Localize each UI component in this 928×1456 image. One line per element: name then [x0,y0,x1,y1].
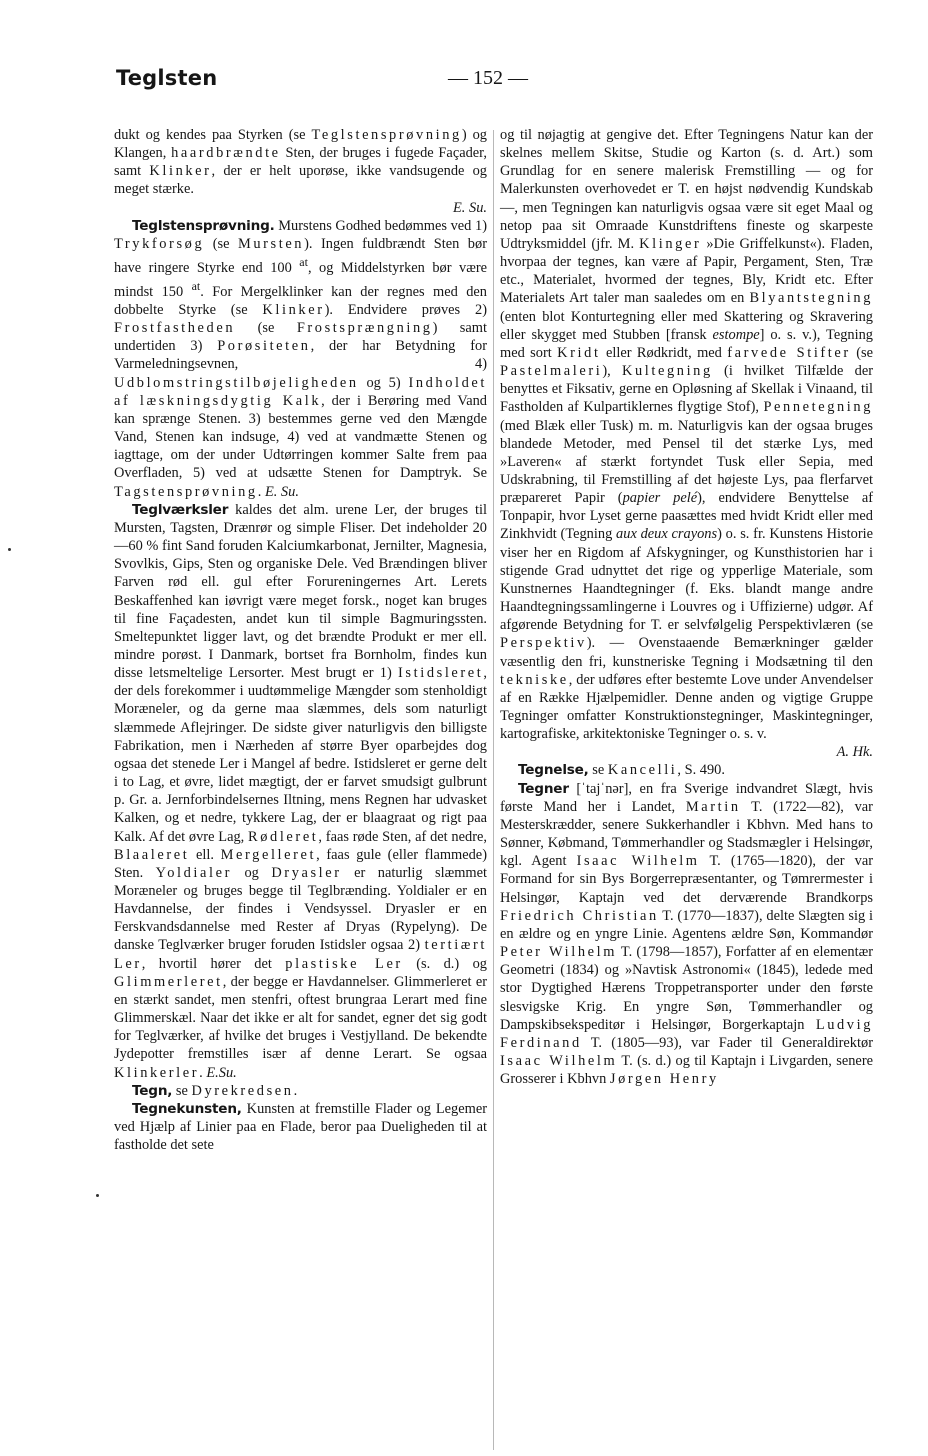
text-run: »Die Griffelkunst«). Fladen, hvorpaa der tegnes, kan være af Papir, Pergament, Sten, Træ etc., Materialet, hvormed der tegnes, Bly, Kridt etc. Efter Materialets Art taler man saaledes om en [500,235,873,307]
cross-reference: Klinger [639,235,702,252]
text-run: [ˈtajˈnər], en fra Sverige indvandret Slægt, hvis første Mand her i Landet, [500,780,873,815]
unit-superscript: at [299,255,308,270]
text-run: Kunsten at fremstille Flader og Legemer ved Hjælp af Linier paa en Flade, beror paa Dueligheden til at fastholde det sete [114,1100,487,1154]
cross-reference: Frostfastheden [114,320,236,337]
text-run: . For Mergelklinker kan der regnes med den dobbelte Styrke (se [114,283,487,318]
cross-reference: Frostsprængning [296,320,433,337]
text-run: (se [204,235,238,252]
cross-reference: Martin [685,798,741,815]
cross-reference: Isaac Wilhelm [500,1052,618,1069]
unit-superscript: at [191,279,201,294]
text-run: , faas gule (eller flammede) Sten. [114,846,487,881]
cross-reference: Blyantstegning [749,290,873,307]
cross-reference: Pennetegning [763,399,873,416]
cross-reference: Dryasler [271,864,342,881]
entry-tegnelse [500,761,873,779]
page-number: — 152 — [448,67,528,89]
text-run: se [172,1082,192,1099]
text-run: . [257,483,262,500]
author-signature: A. Hk. [836,744,873,761]
entry-headword: Tegner [518,780,569,797]
text-run: T. (1722—82), var Mesterskrædder, senere Sukkerhandler i Kbhvn. Med hans to Sønner, Købmand, Tømmerhandler og Stadsmægler i Helsingør, kgl. Agent [500,798,873,870]
scan-speck [8,548,11,551]
cross-reference: Blaaleret [114,846,190,863]
text-run: ) og Klangen, [114,127,488,162]
cross-reference: tertiært Ler [114,937,487,972]
text-run: og [231,864,272,881]
scan-speck [96,1194,99,1197]
text-run: . [199,1064,203,1081]
entry-headword: Teglværksler [132,501,229,518]
right-column [500,126,873,1088]
text-run: (se [235,320,297,337]
left-column [114,126,487,1154]
text-run: , der er helt uporøse, ikke vandsugende og meget stærke. [114,163,488,198]
cross-reference: Trykforsøg [114,235,205,252]
text-run: (s. d.) og [402,955,487,972]
cross-reference: Peter Wilhelm [500,944,618,961]
text-run: kaldes det alm. urene Ler, der bruges til Mursten, Tagsten, Drænrør og simple Fliser. Det indeholder 20—60 % fint Sand foruden Kalciumkarbonat, Jernilter, Magnesia, Svovlkis, Gips, Sten og organiske Dele. Ved Brændingen bliver Farven rød ell. gul efter Forureningernes Art. Lerets Beskaffenhed kan iøvrigt være meget forsk., noget kan bruges til fine Façadesten, andet kun til simple Bagmuringssten. Smeltepunktet ligger lavt, og det brændte Produkt er mer ell. mindre porøst. I Danmark, bortset fra Bornholm, findes kun disse letsmeltelige Lersorter. Mest brugt er 1) [114,501,487,682]
cross-reference: Pastelmaleri [500,363,603,380]
text-run: T. (1798—1857), Forfatter af en elementær Geometri (1834) og »Navtisk Astronomi« (1845), ledede med stor Dygtighed Hærens Troppetransporter under den første slesvigske Krig. En yngre Søn, Tømmerhandler og Dampskibsekspeditør i Helsingør, Borgerkaptajn [500,944,874,1033]
author-signature: E. Su. [453,199,487,216]
text-run: (med Blæk eller Tusk) m. m. Naturligvis kan der ogsaa bruges blandede Metoder, med Pensel til det stærke Lys, med »Laveren« af stærkt fortyndet Tusk eller Sepia, med Udskrabning, til Fremstilling af det højeste Lys, paa flerfarvet præpareret Papir ( [500,417,873,507]
italic-term: aux deux crayons [616,526,718,543]
text-run: ell. [189,846,221,863]
cross-reference: Isaac Wilhelm [576,853,700,870]
cross-reference: Mergelleret [220,846,317,863]
entry-headword: Teglstensprøvning. [132,217,275,234]
text-run: se [588,762,608,779]
cross-reference: haardbrændte [171,145,281,162]
text-run: ). Ingen fuldbrændt Sten bør have ringere Styrke end 100 [114,235,487,276]
cross-reference: Ludvig Ferdinand [500,1016,873,1051]
cross-reference: Klinker [262,302,325,318]
italic-term: papier pelé [622,490,698,507]
cross-reference: Teglstensprøvning [311,127,462,143]
cross-reference: Dyrekredsen [191,1082,294,1099]
text-run: T. (s. d.) og til Kaptajn i Livgarden, senere Grosserer i Kbhvn [500,1052,873,1088]
cross-reference: Rødleret [248,828,319,845]
entry-tegnekunsten-cont [500,126,873,761]
cross-reference: Jørgen Henry [609,1071,719,1088]
text-run: dukt og kendes paa Styrken (se [114,127,312,143]
cross-reference: Yoldialer [155,864,232,881]
text-run: T. (1765—1820), der var Formand for sin Bys Borgerrepræsentanter, og Tømrermester i Helsingør, Kaptajn ved det derværende Brandkorps [500,853,873,906]
cross-reference: Indholdet af læskningsdygtig Kalk [114,374,487,409]
cross-reference: Glimmerleret [114,973,223,990]
text-run: , der dels forekommer i uudtømmelige Mængder som stenholdigt Moræneler, og da gerne maa slæmmes, dels som naturligt slæmmede Aflejringer. De sidste giver naturligvis den billigste Fabrikation, men i Nærheden af større Byer oparbejdes dog ogsaa det stenede Ler i Mangel af bedre. Istidsleret er gerne delt i to Lag, et øvre, lidet mægtigt, der er farvet smudsigt gulbrunt p. Gr. a. Jernforbindelsernes Iltning, mens Regnen har udvasket Kalken, og et nedre, tykkere Lag, der er blaagraat og rigt paa Kalk. Af det øvre Lag, [114,665,487,845]
cross-reference: farvede Stifter [727,344,851,361]
text-run: Murstens Godhed bedømmes ved 1) [274,217,487,234]
text-run: (enten blot Konturtegning eller med Skattering og Skravering eller skygget med Stubben [fransk [500,308,873,343]
author-signature: E. Su. [264,483,299,500]
cross-reference: Udblomstringstilbøjeligheden [114,374,359,391]
text-run: eller Rødkridt, med [600,344,728,361]
text-run: , der begge er Havdannelser. Glimmerleret er en stærkt sandet, men stenfri, oftest brungraa Lerart med fine Glimmerskæl. Naar det ikke er alt for sandet, egner det sig godt for Teglværker, af hvilke det bruges i Vestjylland. De bekendte Jydepotter fremstilles især af denne Lerart. Se ogsaa [114,973,487,1063]
entry-tegnekunsten [114,1100,487,1154]
cross-reference: Mursten [237,235,305,252]
text-run: , S. 490. [677,762,725,779]
cross-reference: Perspektiv [500,635,587,652]
cross-reference: Klinkerler [114,1064,200,1081]
text-run: ] o. s. v.), Tegning med sort [500,326,873,361]
cross-reference: plastiske Ler [285,955,403,972]
text-run: ) samt undertiden 3) [114,320,487,355]
cross-reference: Porøsiteten [217,338,311,355]
text-run: er naturlig slæmmet Moræneler og bruges begge til Teglbrænding. Yoldialer er en Havdannelse, der findes i Vendsyssel. Dryasler er en Ferskvandsdannelse med Rester af Dryas (Rypelyng). De danske Teglværker bruger foruden Istidsler ogsaa 2) [114,864,487,954]
cross-reference: Kancelli [607,762,678,779]
entry-headword: Tegnelse, [518,762,589,779]
text-run: ). Endvidere prøves 2) [324,302,487,318]
text-run: Sten, der bruges i fugede Façader, samt [114,145,487,180]
cross-reference: Klinker [149,163,212,180]
cross-reference: tekniske [500,671,569,688]
entry-headword: Tegn, [132,1082,173,1099]
text-run: , der i Berøring med Vand kan sprænge Stenen. 3) bestemmes gerne ved den Mængde Vand, Stenen kan indsuge, 4) ved at vandmætte Stenen og iagttage, om der under Udtørringen kommer Salte frem paa Overfladen, 5) ved at udsætte Stenen for Damptryk. Se [114,392,487,482]
text-run: (i hvilket Tilfælde der benyttes et Fiksativ, gerne en Opløsning af Skellak i Vinaand, til Fastholden af Kulpartiklernes flygtige Stof), [500,363,873,416]
entry-teglstensproevning [114,217,487,501]
text-run: , der udføres efter bestemte Love under Anvendelser af en Række Hjælpemidler. Denne anden og vigtige Gruppe Tegninger omfatter Konstruktionstegninger, Maskintegninger, kartografiske, arkitektoniske Tegninger o. s. v. [500,671,873,743]
italic-term: estompe [712,326,760,343]
cross-reference: Istidsleret [398,665,484,682]
cross-reference: Friedrich Christian [500,907,659,924]
text-run: ), endvidere Benyttelse af Tonpapir, hvor Lyset gerne paasættes med hvidt Kridt eller med Zinkhvidt (Tegning [500,490,874,543]
text-run: ) o. s. fr. Kunstens Historie viser her en Rigdom af Afskygninger, og Kunsthistorien har i stigende Grad udnyttet det rige og ypperlige Materiale, som Kunstnernes Haandtegninger (f. Eks. blandt mange andre Haandtegningssamlingerne i Louvres og i Uffizierne) udgør. Af afgørende Betydning for T. er selvfølgelig Perspektivlæren (se [500,526,874,634]
entry-headword: Tegnekunsten, [132,1100,242,1117]
cross-reference: Kultegning [622,363,713,380]
text-run: , og Middelstyrken bør være mindst 150 [114,259,487,300]
text-run: . [293,1082,298,1099]
entry-teglvaerksler [114,501,487,1082]
text-run: T. (1805—93), var Fader til Generaldirektør [581,1034,873,1051]
text-run: ), [602,363,623,380]
text-run: , faas røde Sten, af det nedre, [318,828,487,845]
text-run: og til nøjagtig at gengive det. Efter Tegningens Natur kan der skelnes mellem Skitse, Studie og Karton (s. d. Art.) som Grundlag for en senere malerisk Fremstilling — og for Malerkunsten overhovedet er T. en højst nødvendig Kundskab —, men Tegningen kan naturligvis ogsaa være sit eget Maal og netop paa sit Omraade Kunstdriftens fineste og skarpeste Udtryksmiddel (jfr. M. [500,127,873,252]
cross-reference: Tagstensprøvning [114,483,258,500]
entry-teglsten-end [114,126,487,217]
text-run: ). — Ovenstaaende Bemærkninger gælder væsentlig den fri, kunstneriske Tegning i Modsætning til den [500,635,873,670]
column-divider [493,130,494,1450]
entry-tegn [114,1082,487,1100]
author-signature: E.Su. [206,1064,237,1081]
entry-tegner [500,780,873,1089]
cross-reference: Kridt [557,344,601,361]
text-run: T. (1770—1837), delte Slægten sig i en ældre og en yngre Linie. Agentens ældre Søn, Kommandør [500,907,873,942]
text-run: , hvortil hører det [141,955,286,972]
text-run: , der har Betydning for Varmeledningsevnen, 4) [114,338,487,373]
running-head-title: Teglsten [116,66,218,90]
text-run: (se [850,344,873,361]
text-run: og 5) [358,374,409,391]
